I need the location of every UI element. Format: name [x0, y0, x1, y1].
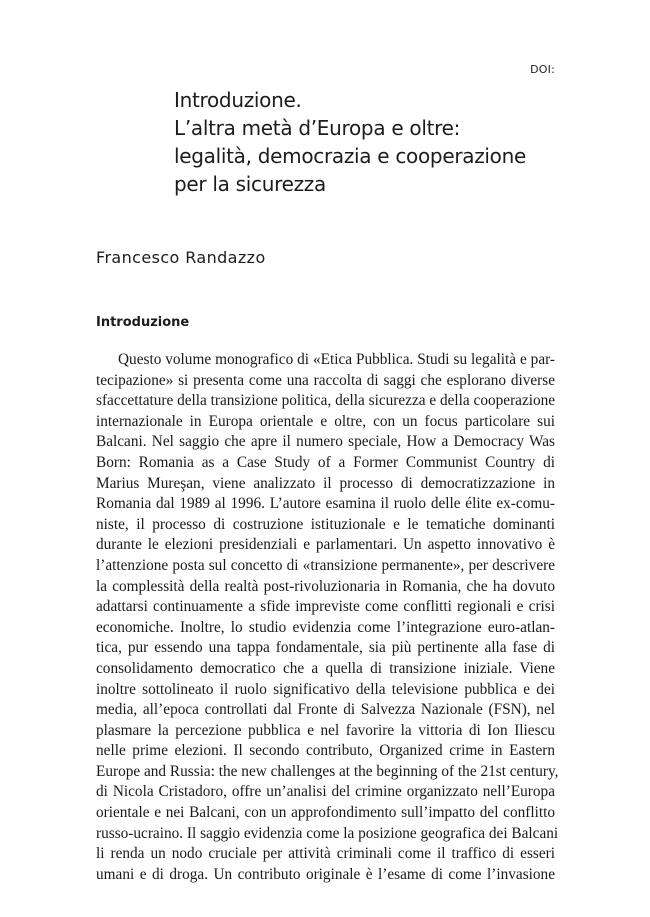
paragraph-line: niste, il processo di costruzione istituzionale e le tematiche dominanti — [96, 515, 555, 533]
paragraph-line: la complessità della realtà post-rivoluzionaria in Romania, che ha dovuto — [96, 577, 555, 595]
doi-label: DOI: — [530, 63, 555, 76]
paragraph-line: plasmare la percezione pubblica e nel favorire la vittoria di Ion Iliescu — [96, 721, 555, 739]
paragraph-line: russo-ucraino. Il saggio evidenzia come la posizione geografica dei Balcani — [96, 824, 559, 842]
paragraph-line: Europe and Russia: the new challenges at the beginning of the 21st century, — [96, 762, 559, 780]
title-line: legalità, democrazia e cooperazione — [174, 144, 526, 168]
paragraph-line: nelle prime elezioni. Il secondo contributo, Organized crime in Eastern — [96, 742, 555, 760]
paragraph-line: Questo volume monografico di «Etica Pubblica. Studi su legalità e par- — [118, 351, 555, 368]
paragraph-line: sfaccettature della transizione politica, della sicurezza e della cooperazione — [96, 392, 556, 410]
title-line: per la sicurezza — [174, 172, 326, 196]
paragraph-line: umani e di droga. Un contributo originale è l’esame di come l’invasione — [96, 865, 555, 883]
paragraph-line: di Nicola Cristadoro, offre un’analisi del crimine organizzato nell’Europa — [96, 783, 555, 801]
paragraph-line: Romania dal 1989 al 1996. L’autore esamina il ruolo delle élite ex-comu- — [96, 495, 555, 513]
paragraph-line: media, all’epoca controllati dal Fronte di Salvezza Nazionale (FSN), nel — [96, 701, 555, 719]
author-name: Francesco Randazzo — [96, 248, 266, 267]
paragraph-line: Marius Mureşan, viene analizzato il processo di democratizzazione in — [96, 474, 555, 492]
paragraph-line: Born: Romania as a Case Study of a Former Communist Country di — [96, 453, 555, 471]
paragraph-line: consolidamento democratico che a quella di transizione iniziale. Viene — [96, 659, 555, 677]
paragraph-line: tica, pur essendo una tappa fondamentale, sia più pertinente alla fase di — [96, 639, 555, 657]
title-line: Introduzione. — [174, 88, 302, 112]
paragraph-line: inoltre sottolineato il ruolo significativo della televisione pubblica e dei — [96, 680, 555, 698]
article-title — [174, 86, 574, 198]
paragraph-line: economiche. Inoltre, lo studio evidenzia come l’integrazione euro-atlan- — [96, 618, 555, 636]
title-line: L’altra metà d’Europa e oltre: — [174, 116, 461, 140]
paragraph-line: internazionale in Europa orientale e oltre, con un focus particolare sui — [96, 412, 555, 430]
paragraph-line: adattarsi continuamente a sfide impreviste come conflitti regionali e crisi — [96, 598, 555, 616]
paragraph-line: li renda un nodo cruciale per attività criminali come il traffico di esseri — [96, 845, 555, 863]
paragraph-line: l’attenzione posta sul concetto di «transizione permanente», per descrivere — [96, 556, 555, 574]
paragraph-line: Balcani. Nel saggio che apre il numero speciale, How a Democracy Was — [96, 433, 555, 451]
section-heading: Introduzione — [96, 315, 190, 330]
paragraph-line: tecipazione» si presenta come una raccolta di saggi che esplorano diverse — [96, 371, 555, 389]
body-paragraph — [96, 350, 559, 885]
paragraph-line: durante le elezioni presidenziali e parlamentari. Un aspetto innovativo è — [96, 536, 555, 554]
paragraph-line: orientale e nei Balcani, con un approfondimento sull’impatto del conflitto — [96, 804, 555, 822]
